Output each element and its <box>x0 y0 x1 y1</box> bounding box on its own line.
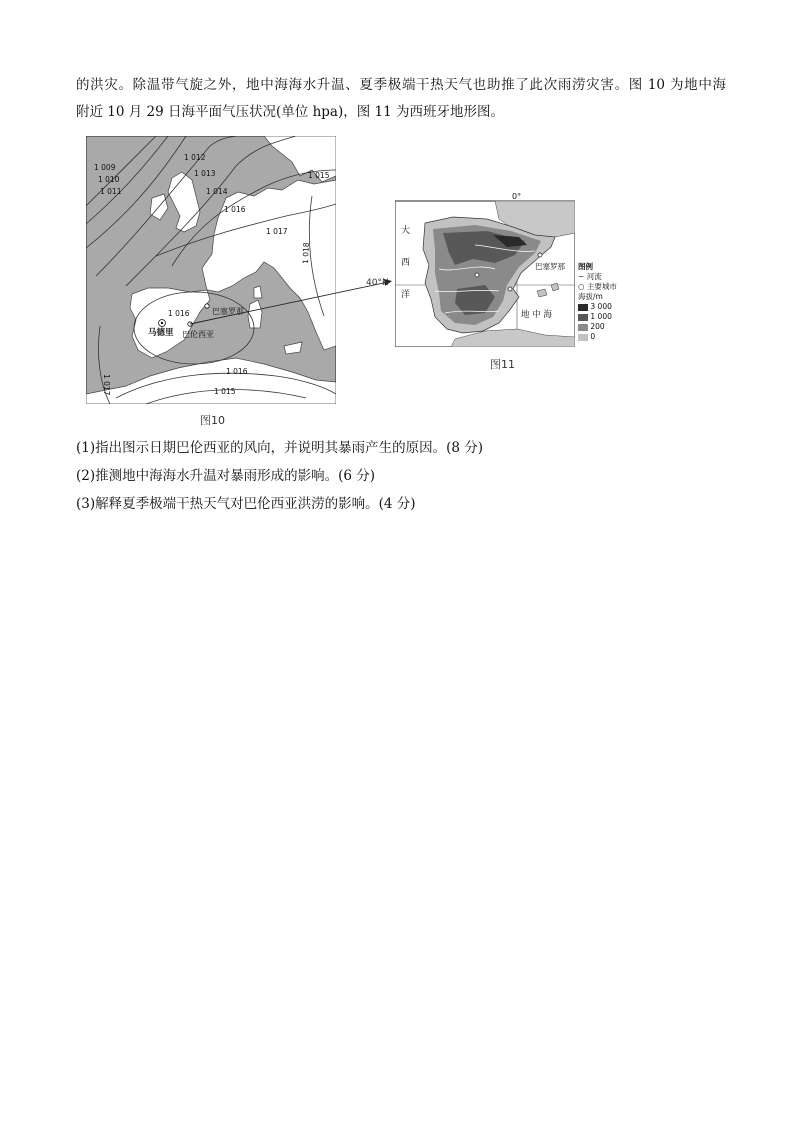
fig11-legend <box>578 262 617 342</box>
legend-swatch-200 <box>578 324 588 331</box>
isobar-label-1018: 1 018 <box>301 242 311 265</box>
barcelona-label: 巴塞罗那 <box>212 307 244 316</box>
legend-level-1000-label: 1 000 <box>590 312 612 321</box>
legend-swatch-1000 <box>578 314 588 321</box>
river-icon: ∼ <box>578 272 585 281</box>
figure-11-topographic-map <box>395 193 575 347</box>
figure-10-caption: 图10 <box>200 414 225 427</box>
meridian-label: 0° <box>512 193 522 201</box>
parallel-label: 40°N <box>366 278 389 288</box>
legend-level-200 <box>578 322 617 332</box>
madrid-label: 马德里 <box>148 328 174 338</box>
isobar-label-1015-north: 1 015 <box>308 171 330 180</box>
valencia-marker <box>508 287 512 291</box>
legend-river-row <box>578 272 617 282</box>
ocean-label-2: 西 <box>401 258 411 268</box>
isobar-label-1010: 1 010 <box>98 175 120 184</box>
legend-river-label: 河流 <box>586 272 602 281</box>
legend-level-1000 <box>578 312 617 322</box>
topographic-map-svg <box>395 193 575 347</box>
isobar-label-1016-north: 1 016 <box>224 205 246 214</box>
isobar-label-1017-west: 1 017 <box>102 374 111 396</box>
mediterranean-sea-label: 地 中 海 <box>521 310 552 320</box>
isobar-label-1013: 1 013 <box>194 169 216 178</box>
legend-level-0-label: 0 <box>590 332 596 341</box>
madrid-marker <box>475 273 479 277</box>
legend-level-0 <box>578 332 617 342</box>
ocean-label-3: 洋 <box>401 290 411 300</box>
legend-level-200-label: 200 <box>590 322 605 331</box>
legend-city-row <box>578 282 617 292</box>
isobar-label-1014: 1 014 <box>206 187 228 196</box>
question-2: (2)推测地中海海水升温对暴雨形成的影响。(6 分) <box>76 468 376 484</box>
question-1: (1)指出图示日期巴伦西亚的风向，并说明其暴雨产生的原因。(8 分) <box>76 440 484 456</box>
intro-line-1: 的洪灾。除温带气旋之外，地中海海水升温、夏季极端干热天气也助推了此次雨涝灾害。图 10 为地中海 <box>76 77 726 93</box>
isobar-label-1016-spain: 1 016 <box>168 309 190 318</box>
legend-title: 图例 <box>578 262 593 271</box>
legend-swatch-0 <box>578 334 588 341</box>
intro-line-2: 附近 10 月 29 日海平面气压状况(单位 hpa)，图 11 为西班牙地形图。 <box>76 104 504 120</box>
city-circle-icon: ○ <box>578 282 585 291</box>
isobar-label-1011: 1 011 <box>100 187 122 196</box>
connector-arrow-line <box>190 282 388 324</box>
legend-swatch-3000 <box>578 304 588 311</box>
isobar-label-1017-north: 1 017 <box>266 227 288 236</box>
valencia-label: 巴伦西亚 <box>182 330 214 339</box>
figure-11-caption: 图11 <box>490 358 515 371</box>
isobar-label-1015-south: 1 015 <box>214 387 236 396</box>
question-3: (3)解释夏季极端干热天气对巴伦西亚洪涝的影响。(4 分) <box>76 496 416 512</box>
isobar-label-1009: 1 009 <box>94 163 116 172</box>
ocean-label-1: 大 <box>401 226 411 236</box>
legend-elevation-title: 海拔/m <box>578 292 603 301</box>
isobar-label-1012: 1 012 <box>184 153 206 162</box>
legend-city-label: 主要城市 <box>586 282 617 291</box>
barcelona-label: 巴塞罗那 <box>535 262 565 271</box>
barcelona-marker <box>538 253 542 257</box>
isobar-label-1016-south: 1 016 <box>226 367 248 376</box>
legend-level-3000-label: 3 000 <box>590 302 612 311</box>
legend-level-3000 <box>578 302 617 312</box>
